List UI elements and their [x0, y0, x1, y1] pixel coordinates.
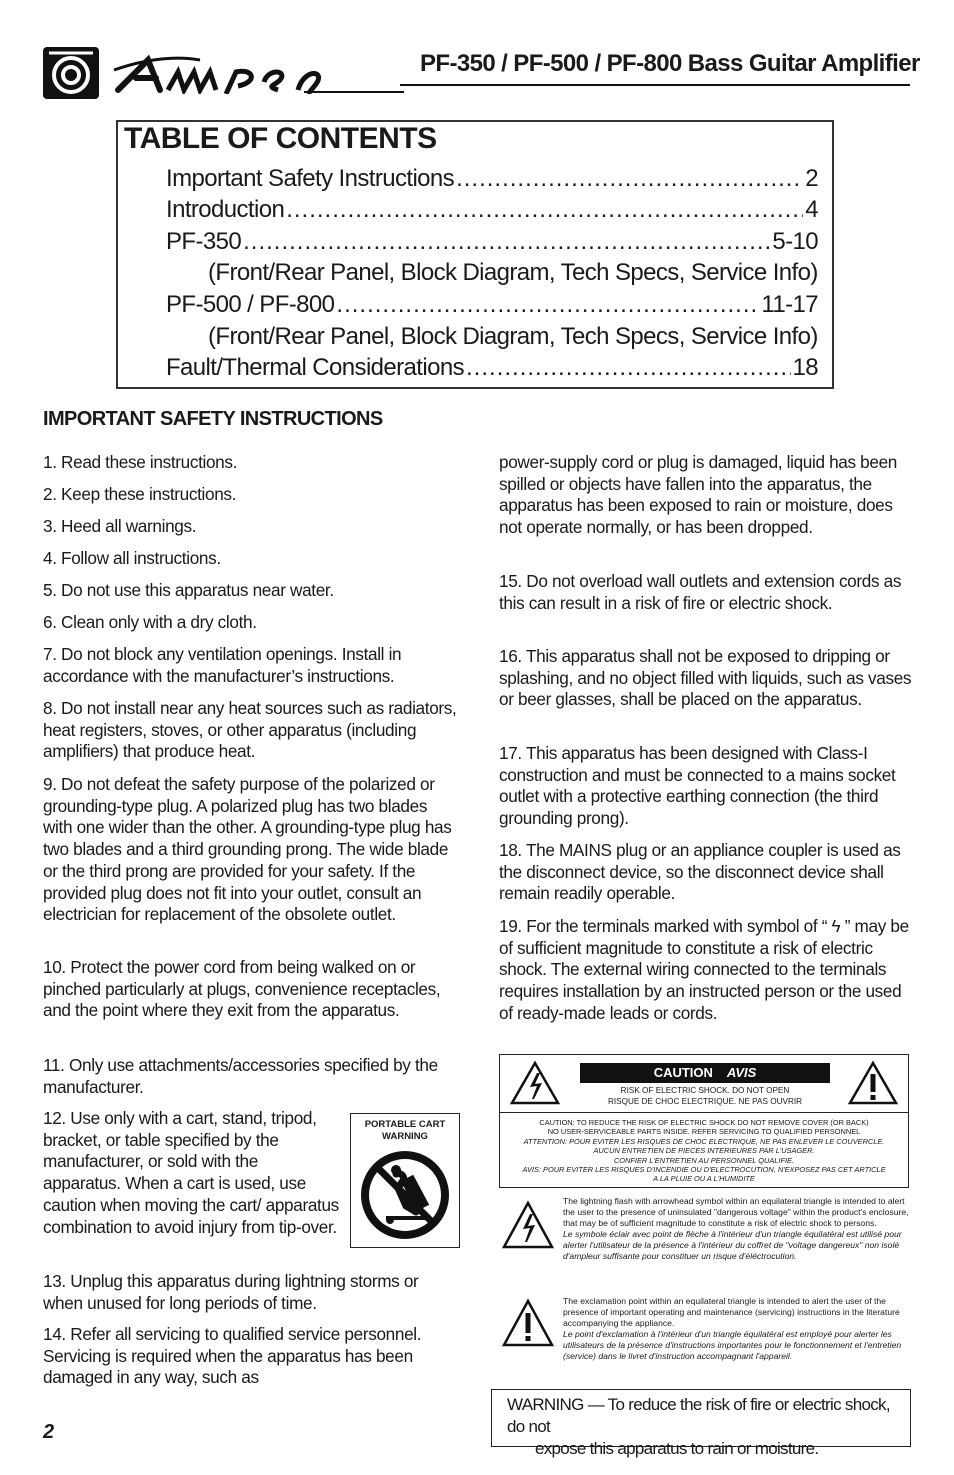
exclamation-symbol-description: The exclamation point within an equilateral triangle is intended to alert the user of the presence of important operating and maintenance (servicing) instructions in the literature accompanying the appliance. Le point d'exclamation à l'intérieur d'un triangle équilatéral est employé pour alerter les utilisateurs de la présence d'instructions importantes pour le fonctionnement et l'entretien (service) dans le livret d'instruction accompagnant l'appareil. [563, 1296, 902, 1361]
toc-entry-fault-thermal[interactable] [166, 354, 818, 382]
toc-entry-page: 11-17 [761, 291, 818, 318]
header-rule [400, 84, 910, 86]
tipping-cart-icon [356, 1146, 454, 1244]
caution-risk-fr: RISQUE DE CHOC ELECTRIQUE. NE PAS OUVRIR [607, 1097, 803, 1106]
safety-item: 18. The MAINS plug or an appliance coupler is used as the disconnect device, so the disconnect device shall remain readily operable. [499, 840, 901, 904]
safety-item: 8. Do not install near any heat sources such as radiators, heat registers, stoves, or other apparatus (including amplifiers) that produce heat. [43, 698, 457, 762]
toc-entry-page: 18 [792, 354, 818, 381]
document-title: PF-350 / PF-500 / PF-800 Bass Guitar Amplifier [420, 50, 920, 77]
toc-entry-label: PF-350 [166, 228, 242, 255]
lightning-symbol-description: The lightning flash with arrowhead symbol within an equilateral triangle is intended to alert the user to the presence of uninsulated "dangerous voltage" within the product's enclosure, that may be of sufficient magnitude to constitute a risk of electric shock to persons. Le symbole éclair avec point de flèche à l'intérieur d'un triangle équilatéral est utilisé pour alerter l'utilisateur de la présence à l'intérieur du coffret de "voltage dangereux" non isolé d'ampleur suffisante pour constituer un risque d'éléctrocution. [563, 1196, 909, 1261]
safety-item: 6. Clean only with a dry cloth. [43, 612, 257, 632]
toc-entry-page: 2 [805, 165, 818, 192]
toc-subentry-pf350: (Front/Rear Panel, Block Diagram, Tech Specs, Service Info) [208, 259, 818, 286]
toc-entry-page: 5-10 [772, 228, 818, 255]
toc-leader-dots [243, 228, 770, 256]
safety-item: 4. Follow all instructions. [43, 548, 221, 568]
toc-leader-dots [286, 196, 803, 224]
exclamation-warning-icon [847, 1060, 899, 1106]
toc-leader-dots [456, 165, 803, 193]
safety-item: 17. This apparatus has been designed with Class-I construction and must be connected to a mains socket outlet with a protective earthing connection (the third grounding prong). [499, 743, 896, 829]
safety-item: 11. Only use attachments/accessories specified by the manufacturer. [43, 1055, 438, 1097]
exclamation-symbol-icon [501, 1298, 555, 1348]
lightning-symbol-icon [501, 1200, 555, 1250]
lightning-warning-icon [509, 1060, 561, 1106]
safety-item: 14. Refer all servicing to qualified service personnel. Servicing is required when the apparatus has been damaged in any way, such as [43, 1324, 422, 1388]
safety-item: 7. Do not block any ventilation openings. Install in accordance with the manufacturer’s instructions. [43, 644, 402, 686]
toc-entry-introduction[interactable] [166, 196, 818, 224]
safety-item: 1. Read these instructions. [43, 452, 238, 472]
safety-item: 13. Unplug this apparatus during lightning storms or when unused for long periods of time. [43, 1271, 419, 1313]
toc-entry-pf350[interactable] [166, 228, 818, 256]
safety-item-continued: power-supply cord or plug is damaged, liquid has been spilled or objects have fallen into the apparatus, the apparatus has been exposed to rain or moisture, does not operate normally, or has been dropped. [499, 452, 898, 538]
safety-item: 10. Protect the power cord from being walked on or pinched particularly at plugs, convenience receptacles, and the point where they exit from the apparatus. [43, 957, 441, 1021]
safety-item: 9. Do not defeat the safety purpose of the polarized or grounding-type plug. A polarized plug has two blades with one wider than the other. A grounding-type plug has two blades and a third grounding prong. The wide blade or the third prong are provided for your safety. If the provided plug does not fit into your outlet, consult an electrician for replacement of the obsolete outlet. [43, 774, 452, 925]
ampeg-wordmark [108, 50, 408, 94]
toc-leader-dots [466, 354, 790, 382]
section-heading: IMPORTANT SAFETY INSTRUCTIONS [43, 408, 383, 430]
warning-text: WARNING — To reduce the risk of fire or electric shock, do not expose this apparatus to rain or moisture. [507, 1395, 890, 1458]
toc-title: TABLE OF CONTENTS [124, 122, 437, 155]
safety-item: 5. Do not use this apparatus near water. [43, 580, 334, 600]
safety-item: 2. Keep these instructions. [43, 484, 237, 504]
toc-entry-safety[interactable] [166, 165, 818, 193]
toc-leader-dots [336, 291, 759, 319]
caution-banner: CAUTION AVIS [580, 1063, 830, 1083]
safety-item: 19. For the terminals marked with symbol of “ ϟ ” may be of sufficient magnitude to constitute a risk of electric shock. The external wiring connected to the terminals requires installation by an instructed person or the used of ready-made leads or cords. [499, 916, 909, 1023]
caution-divider [499, 1112, 909, 1113]
safety-item: 15. Do not overload wall outlets and extension cords as this can result in a risk of fire or electric shock. [499, 571, 902, 613]
safety-item: 12. Use only with a cart, stand, tripod, bracket, or table specified by the manufacturer, or sold with the apparatus. When a cart is used, use caution when moving the cart/ apparatus combination to avoid injury from tip-over. [43, 1108, 339, 1237]
toc-subentry-pf500: (Front/Rear Panel, Block Diagram, Tech Specs, Service Info) [208, 323, 818, 350]
toc-entry-label: Important Safety Instructions [166, 165, 455, 192]
toc-entry-label: Introduction [166, 196, 285, 223]
toc-entry-label: PF-500 / PF-800 [166, 291, 335, 318]
toc-entry-page: 4 [805, 196, 818, 223]
safety-item: 16. This apparatus shall not be exposed to dripping or splashing, and no object filled with liquids, such as vases or beer glasses, shall be placed on the apparatus. [499, 646, 912, 710]
cart-warning-label: PORTABLE CART WARNING [364, 1119, 446, 1142]
caution-instructions: CAUTION: TO REDUCE THE RISK OF ELECTRIC SHOCK DO NOT REMOVE COVER (OR BACK) NO USER-SERVICEABLE PARTS INSIDE. REFER SERVICING TO QUALIFIED PERSONNEL ATTENTION: POUR EVITER LES RISQUES DE CHOC ELECTRIQUE, NE PAS ENLEVER LE COUVERCLE. AUCUN ENTRETIEN DE PIECES INTERIEURES PAR L'USAGER. CONFIER L'ENTRETIEN AU PERSONNEL QUALIFIE. AVIS: POUR EVITER LES RISQUES D'INCENDIE OU D'ELECTROCUTION, N'EXPOSEZ PAS CET ARTICLE A LA PLUIE OU A L'HUMIDITE [522, 1118, 886, 1184]
ampeg-logo-icon [43, 47, 99, 99]
page-number: 2 [43, 1421, 55, 1443]
safety-item: 3. Heed all warnings. [43, 516, 197, 536]
caution-risk-en: RISK OF ELECTRIC SHOCK. DO NOT OPEN [620, 1086, 790, 1095]
toc-entry-pf500-pf800[interactable] [166, 291, 818, 319]
toc-entry-label: Fault/Thermal Considerations [166, 354, 465, 381]
